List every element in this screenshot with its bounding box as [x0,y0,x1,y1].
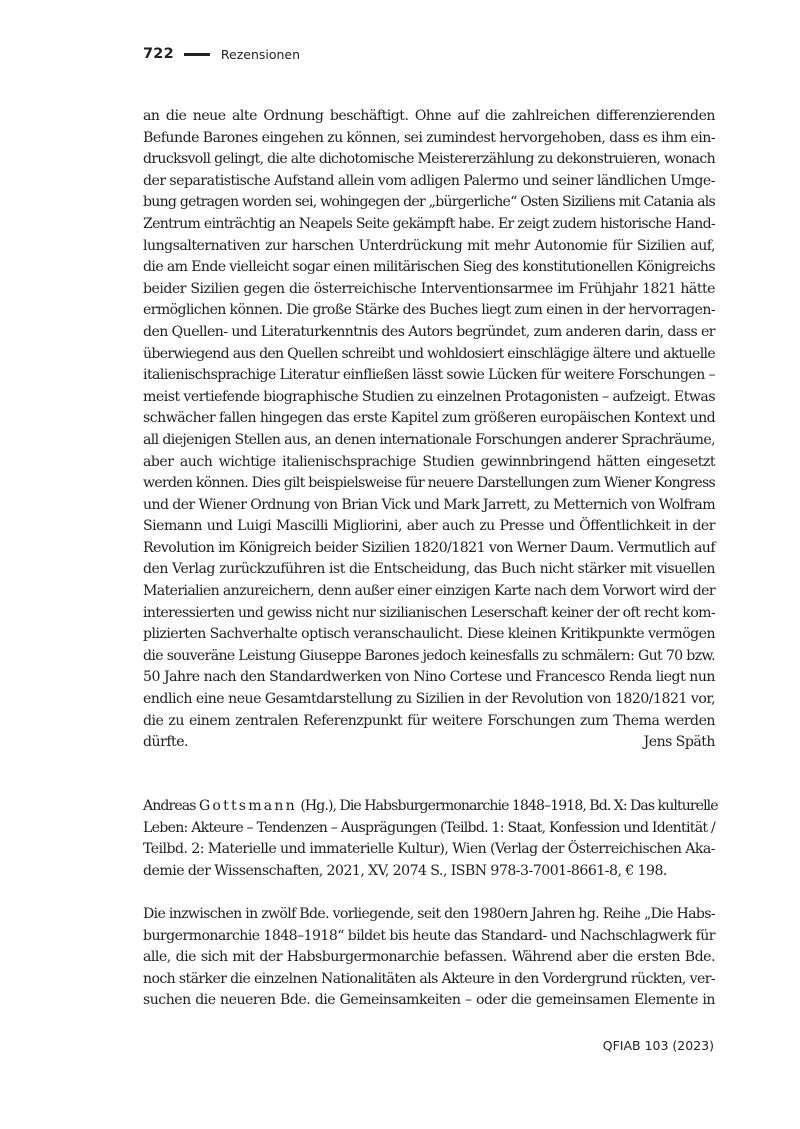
text-line: der separatistische Aufstand allein vom adligen Palermo und seiner ländlichen Umge- [143,172,715,189]
page-number: 722 [143,46,174,62]
text-line: an die neue alte Ordnung beschäftigt. Ohne auf die zahlreichen differenzierenden [143,108,715,124]
text-line: die souveräne Leistung Giuseppe Barones jedoch keinesfalls zu schmälern: Gut 70 bzw. [143,647,715,664]
text-line: plizierten Sachverhalte optisch veranschaulicht. Diese kleinen Kritikpunkte vermögen [143,626,715,643]
text-line: beider Sizilien gegen die österreichische Interventionsarmee im Frühjahr 1821 hätte [143,280,715,297]
text-line: lungsalternativen zur harschen Unterdrückung mit mehr Autonomie für Sizilien auf, [143,237,715,254]
journal-footer: QFIAB 103 (2023) [602,1038,714,1053]
text-line: Revolution im Königreich beider Sizilien 1820/1821 von Werner Daum. Vermutlich auf [143,539,715,556]
title-text: (Hg.), Die Habsburgermonarchie 1848–1918, Bd. X: Das kulturelle [300,798,718,814]
closing-line [143,732,715,754]
text-line: drucksvoll gelingt, die alte dichotomische Meistererzählung zu dekonstruieren, wonach [143,151,715,168]
header-rule [184,53,210,56]
text-line: Siemann und Luigi Mascilli Migliorini, aber auch zu Presse und Öffentlichkeit in der [143,518,715,535]
text-line: die zu einem zentralen Referenzpunkt für weitere Forschungen zum Thema werden [143,712,715,729]
text-line: italienischsprachige Literatur einfließen lässt sowie Lücken für weitere Forschungen – [143,367,715,384]
text-line: dürfte. [143,734,189,751]
bibliographic-entry [143,796,718,882]
review-text-jens-spaeth [143,106,715,754]
bibliography-first-line [143,796,718,818]
text-line: überwiegend aus den Quellen schreibt und wohldosiert einschlägige ältere und aktuelle [143,345,715,362]
text-line: alle, die sich mit der Habsburgermonarchie befassen. Während aber die ersten Bde. [143,949,715,966]
text-line: schwächer fallen hingegen das erste Kapitel zum größeren europäischen Kontext und [143,410,716,427]
text-line: endlich eine neue Gesamtdarstellung zu Sizilien in der Revolution von 1820/1821 vor, [143,691,715,708]
text-line: Zentrum einträchtig an Neapels Seite gekämpft habe. Er zeigt zudem historische Hand- [143,215,715,232]
reviewer-signature: Jens Späth [643,734,715,751]
text-line: ermöglichen können. Die große Stärke des Buches liegt zum einen in der hervorragen- [143,302,715,319]
text-line: all diejenigen Stellen aus, an denen internationale Forschungen anderer Sprachräume, [143,431,715,448]
section-title: Rezensionen [220,46,301,62]
text-line: und der Wiener Ordnung von Brian Vick und Mark Jarrett, zu Metternich von Wolfram [143,496,715,513]
editor-last-name: Gottsmann [198,798,297,814]
text-line: interessierten und gewiss nicht nur sizilianischen Leserschaft keiner der oft recht kom- [143,604,715,621]
text-line: burgermonarchie 1848–1918“ bildet bis heute das Standard- und Nachschlagwerk für [143,927,715,944]
editor-first-name: Andreas [143,798,196,814]
text-line: den Quellen- und Literaturkenntnis des Autors begründet, zum anderen darin, dass er [143,323,715,340]
running-head [143,44,300,64]
text-line: Befunde Barones eingehen zu können, sei zumindest hervorgehoben, dass es ihm ein- [143,129,716,146]
text-line: Leben: Akteure – Tendenzen – Ausprägungen (Teilbd. 1: Staat, Konfession und Identität / [143,819,715,836]
text-line: werden können. Dies gilt beispielsweise für neuere Darstellungen zum Wiener Kongress [143,475,715,492]
review-text-gottsmann [143,904,715,1012]
text-line: aber auch wichtige italienischsprachige Studien gewinnbringend hätten eingesetzt [143,453,715,470]
text-line: Die inzwischen in zwölf Bde. vorliegende, seit den 1980ern Jahren hg. Reihe „Die Habs- [143,906,715,922]
text-line: bung getragen worden sei, wohingegen der „bürgerliche“ Osten Siziliens mit Catania als [143,194,715,211]
text-line: suchen die neueren Bde. die Gemeinsamkeiten – oder die gemeinsamen Elemente in [143,992,715,1009]
text-line: Materialien anzureichern, denn außer einer einzigen Karte nach dem Vorwort wird der [143,583,715,600]
text-line: meist vertiefende biographische Studien zu einzelnen Protagonisten – aufzeigt. Etwas [143,388,716,405]
text-line: die am Ende vielleicht sogar einen militärischen Sieg des konstitutionellen Königreichs [143,259,715,276]
text-line: 50 Jahre nach den Standardwerken von Nino Cortese und Francesco Renda liegt nun [143,669,715,686]
text-line: noch stärker die einzelnen Nationalitäten als Akteure in den Vordergrund rückten, ver- [143,970,715,987]
text-line: demie der Wissenschaften, 2021, XV, 2074 S., ISBN 978-3-7001-8661-8, € 198. [143,862,667,879]
text-line: den Verlag zurückzuführen ist die Entscheidung, das Buch nicht stärker mit visuellen [143,561,715,578]
text-line: Teilbd. 2: Materielle und immaterielle Kultur), Wien (Verlag der Österreichischen Aka- [143,841,715,858]
